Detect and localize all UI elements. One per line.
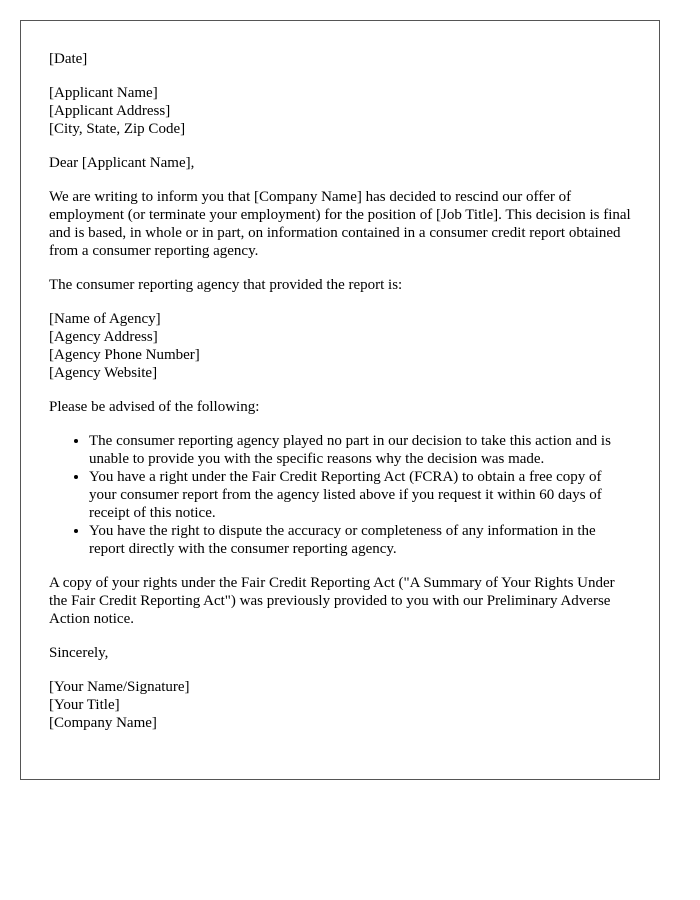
copy-notice-paragraph: A copy of your rights under the Fair Credit Reporting Act ("A Summary of Your Rights Under the Fair Credit Reporting Act") was previously provided to you with our Preliminary Adverse Action notice. [49, 575, 615, 627]
agency-block [49, 310, 632, 382]
agency-name: [Name of Agency] [49, 311, 161, 327]
advised-line: Please be advised of the following: [49, 399, 260, 415]
date-line: [Date] [49, 51, 88, 67]
recipient-city-state-zip: [City, State, Zip Code] [49, 121, 186, 137]
closing: Sincerely, [49, 645, 109, 661]
signature-company: [Company Name] [49, 715, 157, 731]
recipient-name: [Applicant Name] [49, 85, 158, 101]
agency-address: [Agency Address] [49, 329, 158, 345]
recipient-block [49, 84, 632, 138]
intro-paragraph: We are writing to inform you that [Company Name] has decided to rescind our offer of employment (or terminate your employment) for the position of [Job Title]. This decision is final and is based, in whole or in part, on information contained in a consumer credit report obtained from a consumer reporting agency. [49, 189, 631, 259]
rights-list-item: • You have the right to dispute the accuracy or completeness of any information in the report directly with the consumer reporting agency. [89, 522, 632, 558]
recipient-address: [Applicant Address] [49, 103, 171, 119]
agency-phone: [Agency Phone Number] [49, 347, 200, 363]
signature-title: [Your Title] [49, 697, 120, 713]
rights-list [49, 432, 632, 558]
rights-list-item: • You have a right under the Fair Credit Reporting Act (FCRA) to obtain a free copy of your consumer report from the agency listed above if you request it within 60 days of receipt of this notice. [89, 468, 632, 522]
signature-block [49, 678, 632, 732]
salutation: Dear [Applicant Name], [49, 155, 195, 171]
letter-page [20, 20, 660, 780]
rights-list-item: • The consumer reporting agency played no part in our decision to take this action and is unable to provide you with the specific reasons why the decision was made. [89, 432, 632, 468]
agency-intro: The consumer reporting agency that provided the report is: [49, 277, 403, 293]
agency-website: [Agency Website] [49, 365, 158, 381]
signature-name: [Your Name/Signature] [49, 679, 190, 695]
